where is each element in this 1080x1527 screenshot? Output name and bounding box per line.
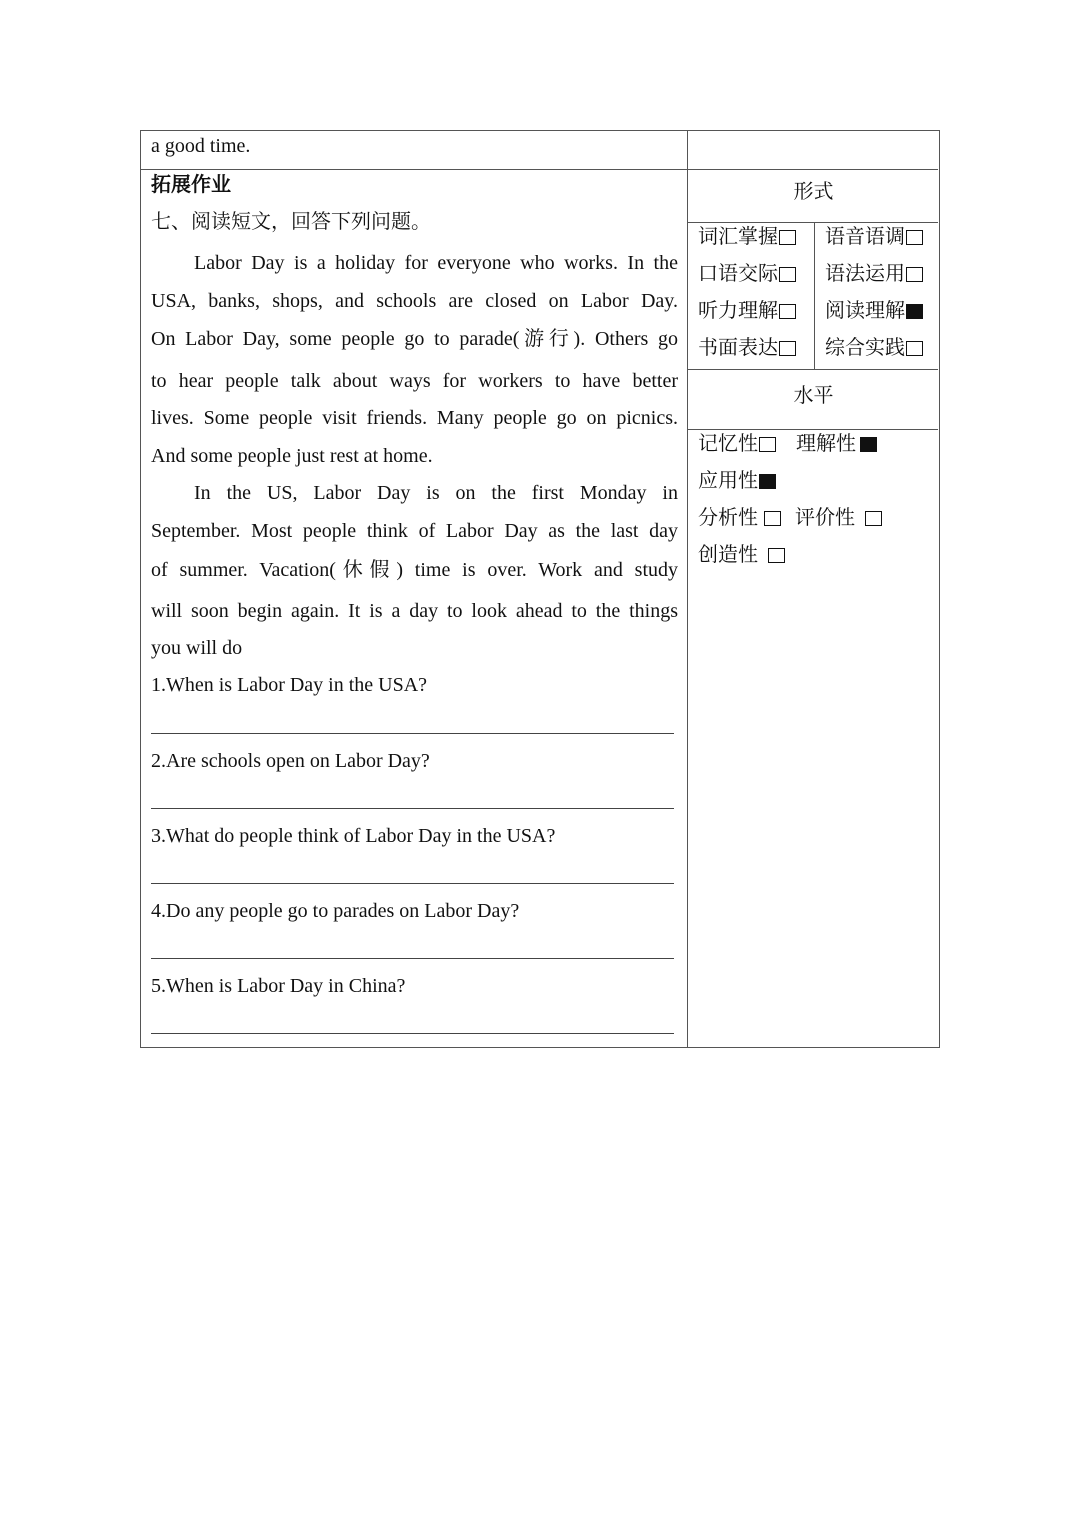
form-option-pronunciation[interactable] <box>825 225 923 249</box>
level-option-memory[interactable] <box>698 432 776 456</box>
section-title: 拓展作业 <box>151 174 231 196</box>
passage-line: September. Most people think of Labor Day as the last day <box>151 520 678 542</box>
option-label: 记忆性 <box>698 433 758 455</box>
checkbox-checked-icon[interactable] <box>906 304 923 319</box>
form-header: 形式 <box>793 181 834 203</box>
answer-line-2[interactable] <box>151 808 674 809</box>
instruction: 七、阅读短文，回答下列问题。 <box>151 211 431 233</box>
passage-line: USA, banks, shops, and schools are closed on Labor Day. <box>151 290 678 312</box>
form-option-writing[interactable] <box>698 336 796 360</box>
checkbox-icon[interactable] <box>865 511 882 526</box>
row-divider <box>141 169 938 170</box>
level-option-analysis[interactable] <box>698 506 781 530</box>
answer-line-1[interactable] <box>151 733 674 734</box>
answer-line-5[interactable] <box>151 1033 674 1034</box>
form-grid-divider <box>814 222 815 369</box>
form-option-reading[interactable] <box>825 299 923 323</box>
level-header: 水平 <box>793 385 834 407</box>
checkbox-icon[interactable] <box>779 267 796 282</box>
form-option-speaking[interactable] <box>698 262 796 286</box>
checkbox-icon[interactable] <box>779 230 796 245</box>
form-bottom-divider <box>688 369 938 370</box>
option-label: 分析性 <box>698 507 758 529</box>
passage-line: And some people just rest at home. <box>151 445 433 467</box>
question-3: 3.What do people think of Labor Day in the USA? <box>151 825 556 847</box>
top-row-text: a good time. <box>151 135 251 157</box>
option-label: 语法运用 <box>825 263 905 285</box>
column-divider <box>687 131 688 1047</box>
checkbox-icon[interactable] <box>759 437 776 452</box>
checkbox-icon[interactable] <box>906 341 923 356</box>
option-label: 应用性 <box>698 470 758 492</box>
level-option-understanding[interactable] <box>796 432 877 456</box>
option-label: 评价性 <box>795 507 855 529</box>
form-option-practice[interactable] <box>825 336 923 360</box>
form-header-divider <box>688 222 938 223</box>
checkbox-icon[interactable] <box>906 230 923 245</box>
passage-line: of summer. Vacation(休假) time is over. Work and study <box>151 559 678 581</box>
passage-line: you will do <box>151 637 243 659</box>
passage-line: Labor Day is a holiday for everyone who works. In the <box>194 252 678 274</box>
passage-line: to hear people talk about ways for workers to have better <box>151 370 678 392</box>
answer-line-4[interactable] <box>151 958 674 959</box>
checkbox-icon[interactable] <box>768 548 785 563</box>
checkbox-icon[interactable] <box>779 341 796 356</box>
level-option-application[interactable] <box>698 469 776 493</box>
question-1: 1.When is Labor Day in the USA? <box>151 674 428 696</box>
answer-line-3[interactable] <box>151 883 674 884</box>
level-option-evaluation[interactable] <box>795 506 882 530</box>
option-label: 综合实践 <box>825 337 905 359</box>
level-header-divider <box>688 429 938 430</box>
form-option-grammar[interactable] <box>825 262 923 286</box>
level-option-creation[interactable] <box>698 543 785 567</box>
form-option-vocabulary[interactable] <box>698 225 796 249</box>
checkbox-checked-icon[interactable] <box>759 474 776 489</box>
question-2: 2.Are schools open on Labor Day? <box>151 750 430 772</box>
option-label: 创造性 <box>698 544 758 566</box>
checkbox-icon[interactable] <box>764 511 781 526</box>
question-5: 5.When is Labor Day in China? <box>151 975 406 997</box>
option-label: 听力理解 <box>698 300 778 322</box>
passage-line: lives. Some people visit friends. Many people go on picnics. <box>151 407 678 429</box>
checkbox-icon[interactable] <box>906 267 923 282</box>
form-option-listening[interactable] <box>698 299 796 323</box>
checkbox-icon[interactable] <box>779 304 796 319</box>
option-label: 理解性 <box>796 433 856 455</box>
option-label: 书面表达 <box>698 337 778 359</box>
passage-line: On Labor Day, some people go to parade(游行). Others go <box>151 328 678 350</box>
option-label: 语音语调 <box>825 226 905 248</box>
homework-table <box>140 130 940 1048</box>
checkbox-checked-icon[interactable] <box>860 437 877 452</box>
question-4: 4.Do any people go to parades on Labor Day? <box>151 900 520 922</box>
passage-line: In the US, Labor Day is on the first Monday in <box>194 482 678 504</box>
option-label: 阅读理解 <box>825 300 905 322</box>
option-label: 词汇掌握 <box>698 226 778 248</box>
option-label: 口语交际 <box>698 263 778 285</box>
passage-line: will soon begin again. It is a day to look ahead to the things <box>151 600 678 622</box>
